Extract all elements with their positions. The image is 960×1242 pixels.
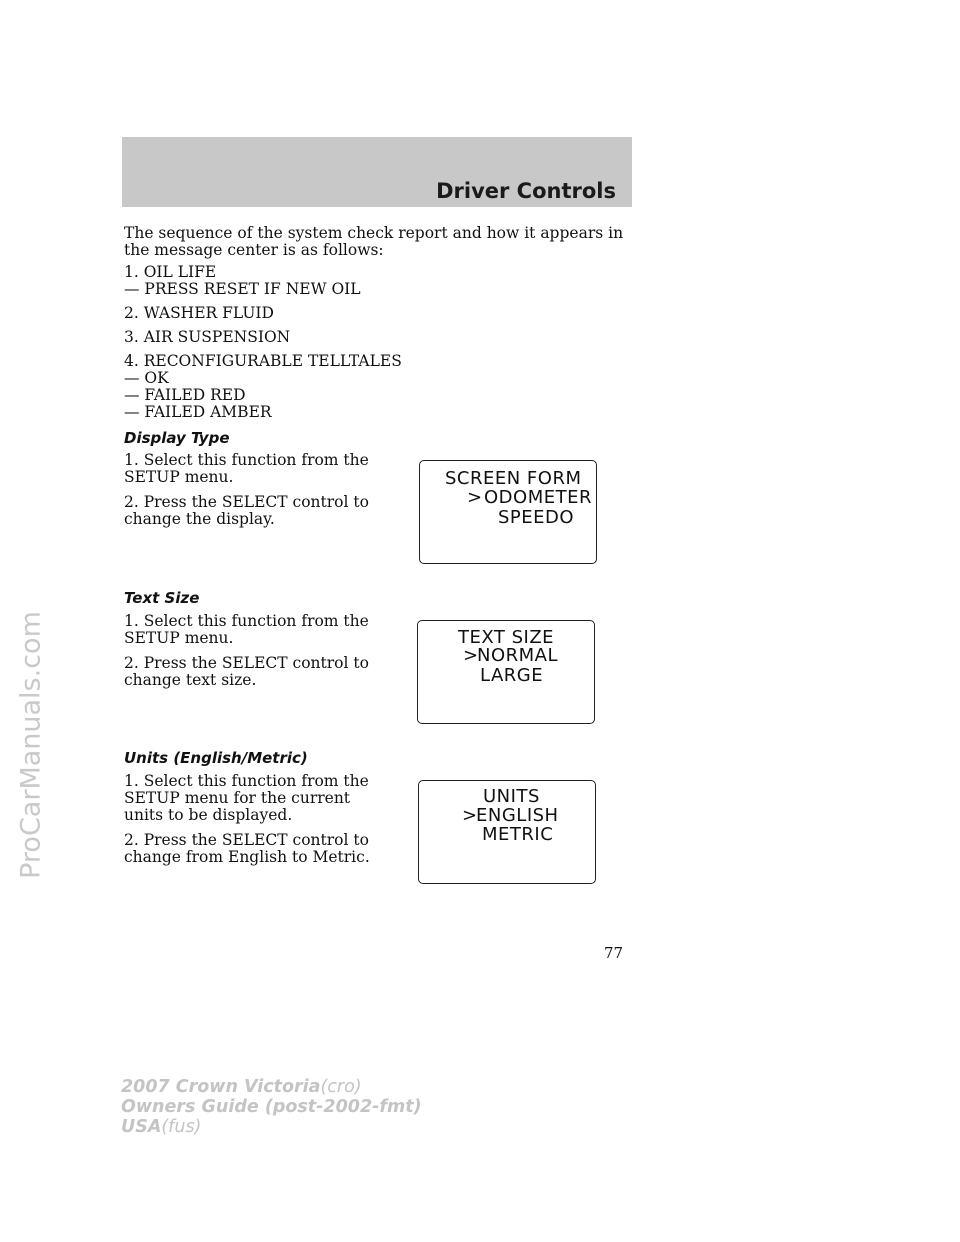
footer-model-code: (cro) — [320, 1077, 362, 1097]
list-item-label: 1. OIL LIFE — [124, 263, 217, 281]
list-sub-item: — OK — [124, 369, 169, 387]
message-center-display-text-size — [417, 620, 595, 724]
display-selected-option: ODOMETER — [484, 487, 592, 508]
units-steps — [124, 773, 374, 874]
display-title: TEXT SIZE — [458, 627, 555, 648]
display-title: UNITS — [483, 786, 540, 807]
text-size-heading: Text Size — [124, 589, 200, 607]
display-option: SPEEDO — [498, 507, 575, 528]
display-option: LARGE — [480, 665, 544, 686]
list-item — [124, 264, 544, 298]
intro-paragraph: The sequence of the system check report and how it appears in the message center is as follows: — [124, 224, 624, 259]
step-text: 1. Select this function from the SETUP menu. — [124, 451, 369, 486]
step-text: 2. Press the SELECT control to change from English to Metric. — [124, 831, 370, 866]
footer-model: 2007 Crown Victoria — [121, 1077, 321, 1097]
display-selected-option: NORMAL — [477, 645, 559, 666]
list-item-label: 3. AIR SUSPENSION — [124, 328, 291, 346]
display-type-heading: Display Type — [124, 429, 230, 447]
section-title: Driver Controls — [436, 179, 616, 203]
list-item — [124, 353, 544, 421]
message-center-display-units — [418, 780, 596, 884]
step-text: 1. Select this function from the SETUP menu for the current units to be displayed. — [124, 772, 369, 824]
document-footer — [121, 1077, 422, 1137]
display-cursor: > — [462, 805, 478, 826]
units-heading: Units (English/Metric) — [124, 749, 308, 767]
list-item-label: 4. RECONFIGURABLE TELLTALES — [124, 352, 402, 370]
step-text: 2. Press the SELECT control to change text size. — [124, 654, 369, 689]
list-item-label: 2. WASHER FLUID — [124, 304, 274, 322]
display-type-steps — [124, 452, 374, 536]
list-sub-item: — FAILED AMBER — [124, 403, 272, 421]
display-cursor: > — [467, 487, 483, 508]
display-option: METRIC — [482, 824, 554, 845]
footer-guide: Owners Guide (post-2002-fmt) — [121, 1097, 422, 1117]
text-size-steps — [124, 613, 374, 697]
display-title: SCREEN FORM — [445, 468, 582, 489]
list-sub-item: — PRESS RESET IF NEW OIL — [124, 280, 361, 298]
display-cursor: > — [463, 645, 479, 666]
list-item — [124, 329, 544, 346]
watermark-text: ProCarManuals.com — [15, 611, 47, 879]
message-center-display-screen-form — [419, 460, 597, 564]
section-header — [122, 137, 632, 207]
system-check-sequence — [124, 264, 544, 428]
watermark — [6, 611, 56, 879]
display-selected-option: ENGLISH — [476, 805, 559, 826]
footer-market-code: (fus) — [161, 1117, 202, 1137]
page-number: 77 — [604, 944, 624, 962]
footer-market: USA — [121, 1117, 162, 1137]
step-text: 2. Press the SELECT control to change the display. — [124, 493, 369, 528]
list-sub-item: — FAILED RED — [124, 386, 246, 404]
step-text: 1. Select this function from the SETUP menu. — [124, 612, 369, 647]
list-item — [124, 305, 544, 322]
